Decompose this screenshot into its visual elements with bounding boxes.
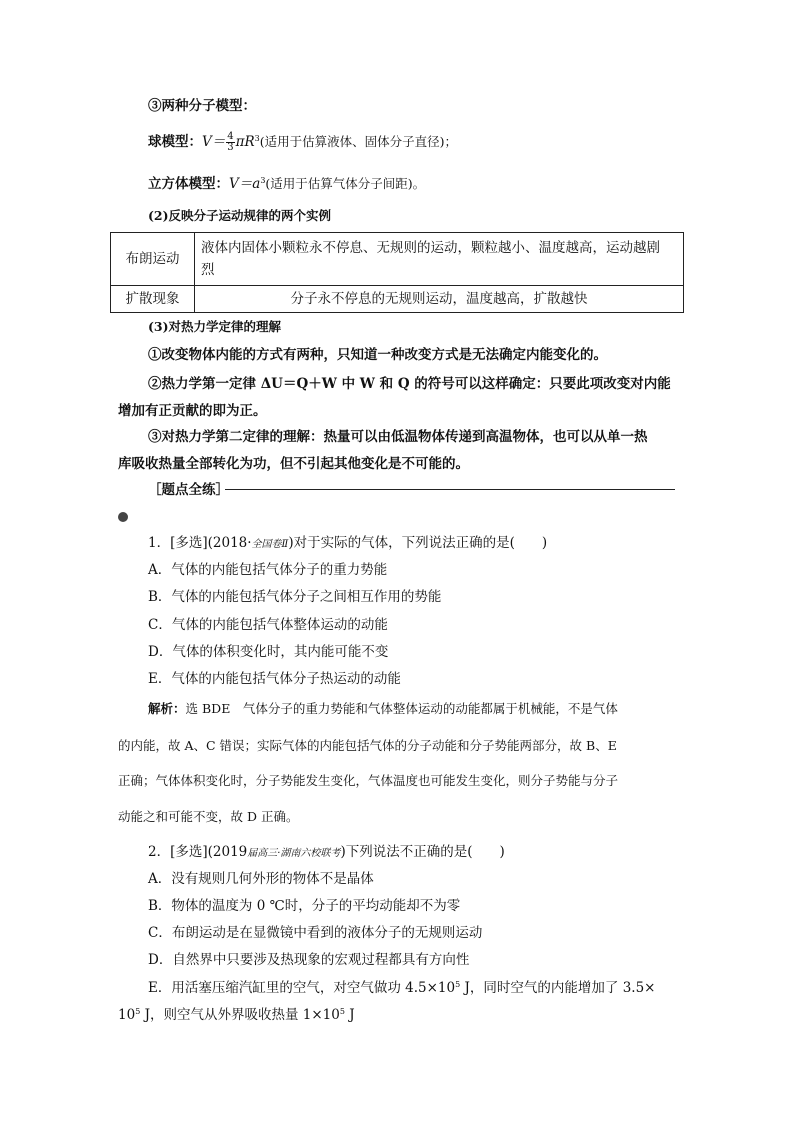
table-row <box>111 286 684 313</box>
diffusion-label: 扩散现象 <box>111 286 195 313</box>
question-1-option-e: E．气体的内能包括气体分子热运动的动能 <box>148 671 401 687</box>
question-1-analysis-line2: 的内能，故 A、C 错误；实际气体的内能包括气体的分子动能和分子势能两部分，故 B、E <box>118 738 617 753</box>
option-e-text-a: E．用活塞压缩汽缸里的空气，对空气做功 4.5×10 <box>148 980 456 996</box>
question-2-option-a: A．没有规则几何外形的物体不是晶体 <box>148 871 374 887</box>
question-2-option-d: D．自然界中只要涉及热现象的宏观过程都具有方向性 <box>148 952 470 968</box>
question-2-option-c: C．布朗运动是在显微镜中看到的液体分子的无规则运动 <box>148 925 483 941</box>
divider-line <box>225 489 675 490</box>
question-2-prefix: 2．[多选](2019 <box>148 844 248 860</box>
analysis-text-line1: 选 BDE 气体分子的重力势能和气体整体运动的动能都属于机械能，不是气体 <box>185 701 618 716</box>
sphere-model-label: 球模型： <box>148 134 202 150</box>
section3-paragraph-2-line1: ②热力学第一定律 ΔU＝Q＋W 中 W 和 Q 的符号可以这样确定：只要此项改变对内能 <box>148 376 671 392</box>
diffusion-description: 分子永不停息的无规则运动，温度越高，扩散越快 <box>195 286 684 313</box>
bullet-dot-icon <box>118 512 128 522</box>
option-e-text-c: 10 <box>118 1007 136 1023</box>
sphere-exponent: 3 <box>254 134 260 143</box>
option-e-exponent-1: 5 <box>455 980 461 989</box>
question-1-stem <box>148 534 547 554</box>
cube-model-note: (适用于估算气体分子间距)。 <box>265 176 426 191</box>
question-1-source: 全国卷Ⅱ <box>251 539 289 550</box>
question-1-option-b: B．气体的内能包括气体分子之间相互作用的势能 <box>148 589 442 605</box>
option-e-text-e: J <box>344 1007 355 1023</box>
practice-heading: ［题点全练］ <box>148 482 229 498</box>
question-2-stem <box>148 843 505 863</box>
sphere-formula-pi-r: πR <box>235 134 255 150</box>
section3-paragraph-1: ①改变物体内能的方式有两种，只知道一种改变方式是无法确定内能变化的。 <box>148 347 607 363</box>
sphere-fraction <box>226 132 234 153</box>
section3-paragraph-3-line1: ③对热力学第二定律的理解：热量可以由低温物体传递到高温物体，也可以从单一热 <box>148 429 648 445</box>
question-1-option-a: A．气体的内能包括气体分子的重力势能 <box>148 562 388 578</box>
question-1-option-d: D．气体的体积变化时，其内能可能不变 <box>148 644 389 660</box>
fraction-numerator: 4 <box>227 131 234 142</box>
question-2-text: )下列说法不正确的是( ) <box>340 844 505 860</box>
question-2-option-e-line1 <box>148 979 655 997</box>
option-e-exponent-2: 5 <box>135 1007 141 1016</box>
section3-paragraph-2-line2: 增加有正贡献的即为正。 <box>118 403 267 419</box>
question-1-text: )对于实际的气体，下列说法正确的是( ) <box>288 535 548 551</box>
fraction-denominator: 3 <box>227 142 234 153</box>
question-2-source: 届高三·湖南六校联考 <box>247 848 341 859</box>
motion-examples-table <box>110 232 684 313</box>
sphere-formula-lhs: V＝ <box>202 134 226 150</box>
question-1-option-c: C．气体的内能包括气体整体运动的动能 <box>148 617 388 633</box>
brownian-description-line2: 烈 <box>201 262 215 278</box>
analysis-label: 解析： <box>148 701 186 716</box>
cube-model-line <box>148 175 425 193</box>
table-row <box>111 233 684 286</box>
option-e-exponent-3: 5 <box>339 1007 345 1016</box>
cube-exponent: 3 <box>260 176 266 185</box>
models-heading: ③两种分子模型： <box>148 98 256 114</box>
question-1-analysis-line3: 正确；气体体积变化时，分子势能发生变化，气体温度也可能发生变化，则分子势能与分子 <box>118 773 619 788</box>
question-2-option-e-line2 <box>118 1006 355 1024</box>
cube-formula-lhs: V＝a <box>229 176 261 192</box>
section3-heading: (3)对热力学定律的理解 <box>148 319 282 334</box>
cube-model-label: 立方体模型： <box>148 176 229 192</box>
option-e-text-b: J，同时空气的内能增加了 3.5× <box>460 980 656 996</box>
question-1-prefix: 1．[多选](2018· <box>148 535 252 551</box>
sphere-model-note: (适用于估算液体、固体分子直径)； <box>259 134 458 149</box>
question-2-option-b: B．物体的温度为 0 ℃时，分子的平均动能却不为零 <box>148 898 461 914</box>
brownian-motion-label: 布朗运动 <box>111 233 195 286</box>
question-1-analysis-line1 <box>148 700 618 718</box>
sphere-model-line <box>148 125 457 159</box>
section3-paragraph-3-line2: 库吸收热量全部转化为功，但不引起其他变化是不可能的。 <box>118 456 469 472</box>
option-e-text-d: J，则空气从外界吸收热量 1×10 <box>140 1007 340 1023</box>
question-1-analysis-line4: 动能之和可能不变，故 D 正确。 <box>118 809 299 824</box>
brownian-motion-description <box>195 233 684 286</box>
brownian-description-line1: 液体内固体小颗粒永不停息、无规则的运动，颗粒越小、温度越高，运动越剧 <box>201 240 660 256</box>
section2-heading: (2)反映分子运动规律的两个实例 <box>148 208 332 223</box>
